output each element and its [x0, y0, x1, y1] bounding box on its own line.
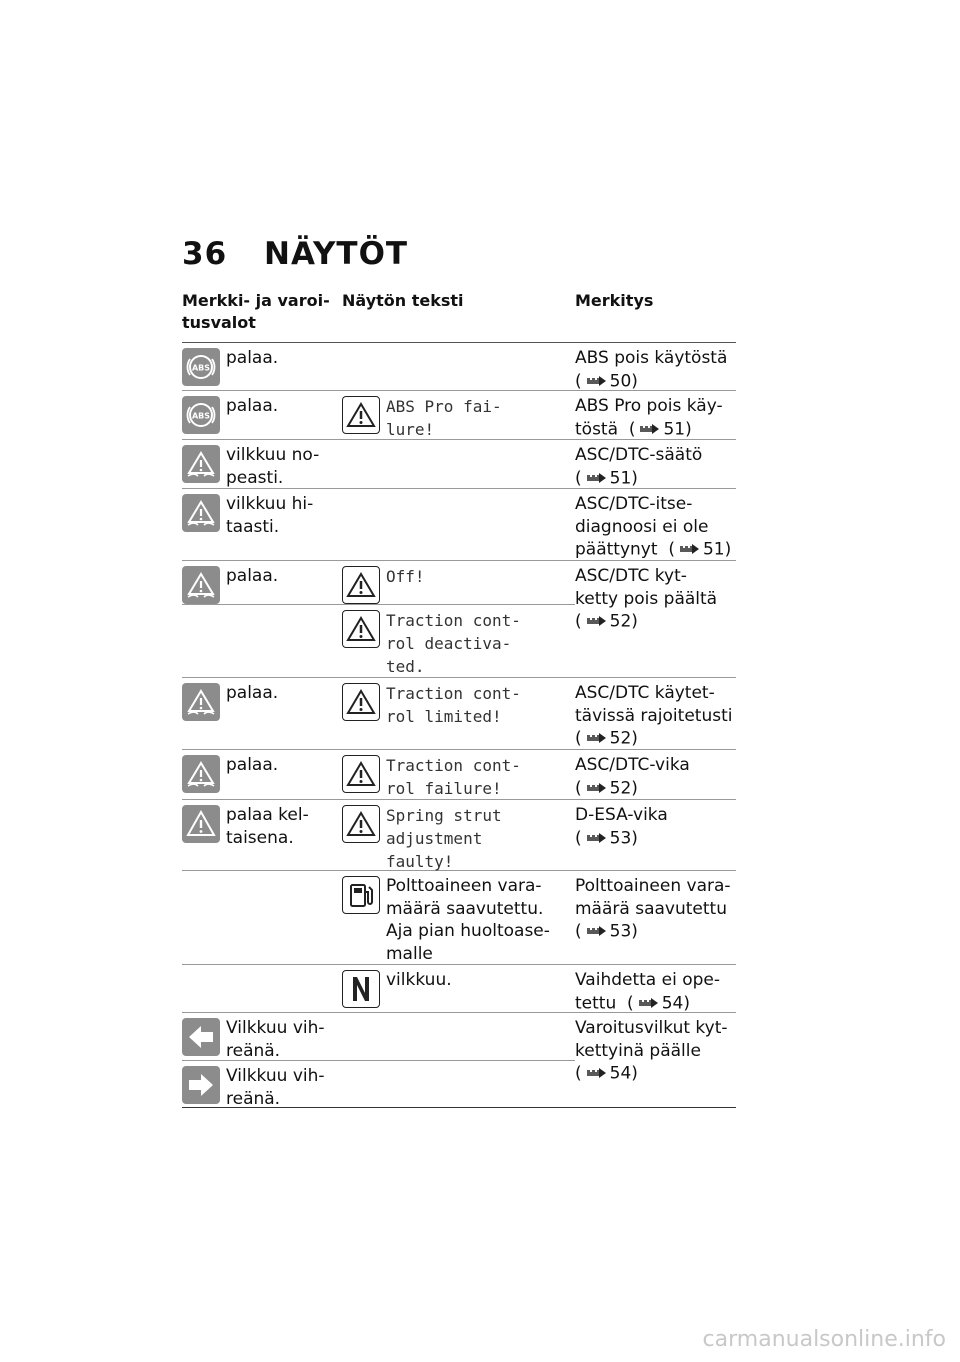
display-text: Traction cont- rol failure!: [386, 756, 521, 798]
indicator-state: Vilkkuu vih- reänä.: [226, 1066, 325, 1109]
page-reference-arrow-icon: [586, 610, 606, 633]
display-text: Traction cont- rol limited!: [386, 684, 521, 726]
indicator-state: palaa.: [226, 683, 279, 703]
svg-text:ABS: ABS: [191, 411, 211, 421]
meaning-text: D-ESA-vika ( 53): [575, 805, 668, 848]
table-row: [182, 440, 736, 489]
indicator-state: Vilkkuu vih- reänä.: [226, 1018, 325, 1061]
page-header: [182, 236, 408, 272]
display-text: Polttoaineen vara- määrä saavutettu. Aja pian huoltoase- malle: [386, 876, 550, 964]
indicator-state: palaa.: [226, 755, 279, 775]
indicator-state: palaa.: [226, 396, 279, 416]
meaning-text: ASC/DTC-vika ( 52): [575, 755, 690, 798]
svg-text:ABS: ABS: [191, 363, 211, 373]
page-reference-arrow-icon: [679, 538, 699, 561]
traction-warning-icon: [182, 445, 220, 483]
header-meaning: Merkitys: [575, 291, 654, 310]
turn-left-icon: [182, 1018, 220, 1056]
page-reference-arrow-icon: [586, 920, 606, 943]
display-text: Traction cont- rol deactiva- ted.: [386, 611, 521, 676]
general-warning-icon: [342, 805, 380, 843]
header-indicator-lights: Merkki- ja varoi- tusvalot: [182, 291, 330, 332]
general-warning-icon: [342, 566, 380, 604]
indicator-state: palaa.: [226, 566, 279, 586]
page-reference-arrow-icon: [638, 992, 658, 1015]
neutral-gear-icon: [342, 970, 380, 1008]
table-row: [182, 343, 736, 391]
abs-warning-icon: [182, 396, 220, 434]
table-row: [182, 871, 736, 965]
indicator-state: vilkkuu no- peasti.: [226, 445, 320, 488]
display-text: ABS Pro fai- lure!: [386, 397, 502, 439]
table-row: [182, 391, 736, 440]
meaning-text: Varoitusvilkut kyt- kettyinä päälle ( 54): [575, 1018, 728, 1084]
page-reference-arrow-icon: [586, 370, 606, 393]
general-warning-icon: [342, 396, 380, 434]
page-reference-arrow-icon: [586, 727, 606, 750]
general-warning-icon: [342, 683, 380, 721]
traction-warning-icon: [182, 755, 220, 793]
meaning-text: ASC/DTC-itse- diagnoosi ei ole päättynyt ( 51): [575, 494, 732, 560]
meaning-text: Polttoaineen vara- määrä saavutettu ( 53): [575, 876, 731, 942]
page-number: 36: [182, 236, 228, 272]
meaning-text: ABS pois käytöstä ( 50): [575, 348, 728, 391]
table-row: [182, 1013, 736, 1108]
general-warning-icon: [342, 755, 380, 793]
display-text: vilkkuu.: [386, 970, 452, 990]
traction-warning-icon: [182, 683, 220, 721]
turn-right-icon: [182, 1066, 220, 1104]
page-reference-arrow-icon: [639, 418, 659, 441]
page-reference-arrow-icon: [586, 777, 606, 800]
display-text: Off!: [386, 567, 425, 586]
traction-warning-icon: [182, 494, 220, 532]
meaning-text: ASC/DTC kyt- ketty pois päältä ( 52): [575, 566, 718, 632]
display-text: Spring strut adjustment faulty!: [386, 806, 502, 871]
page-reference-arrow-icon: [586, 1062, 606, 1085]
table-header: [182, 290, 736, 343]
table-row: [182, 489, 736, 561]
page-reference-arrow-icon: [586, 467, 606, 490]
abs-warning-icon: [182, 348, 220, 386]
meaning-text: Vaihdetta ei ope- tettu ( 54): [575, 970, 720, 1013]
header-display-text: Näytön teksti: [342, 291, 464, 310]
table-row: [182, 750, 736, 800]
table-row: [182, 678, 736, 750]
indicator-table: [182, 290, 736, 1108]
indicator-state: palaa.: [226, 348, 279, 368]
table-row: [182, 561, 736, 678]
table-row: [182, 965, 736, 1013]
general-warning-icon: [182, 805, 220, 843]
traction-warning-icon: [182, 566, 220, 604]
page-reference-arrow-icon: [586, 827, 606, 850]
watermark-url: carmanualsonline.info: [702, 1327, 946, 1352]
general-warning-icon: [342, 610, 380, 648]
meaning-text: ABS Pro pois käy- töstä ( 51): [575, 396, 723, 439]
page-title: NÄYTÖT: [264, 236, 409, 272]
table-row: [182, 800, 736, 871]
meaning-text: ASC/DTC-säätö ( 51): [575, 445, 703, 488]
meaning-text: ASC/DTC käytet- tävissä rajoitetusti ( 52): [575, 683, 733, 749]
fuel-reserve-icon: [342, 876, 380, 914]
indicator-state: vilkkuu hi- taasti.: [226, 494, 314, 537]
indicator-state: palaa kel- taisena.: [226, 805, 309, 848]
